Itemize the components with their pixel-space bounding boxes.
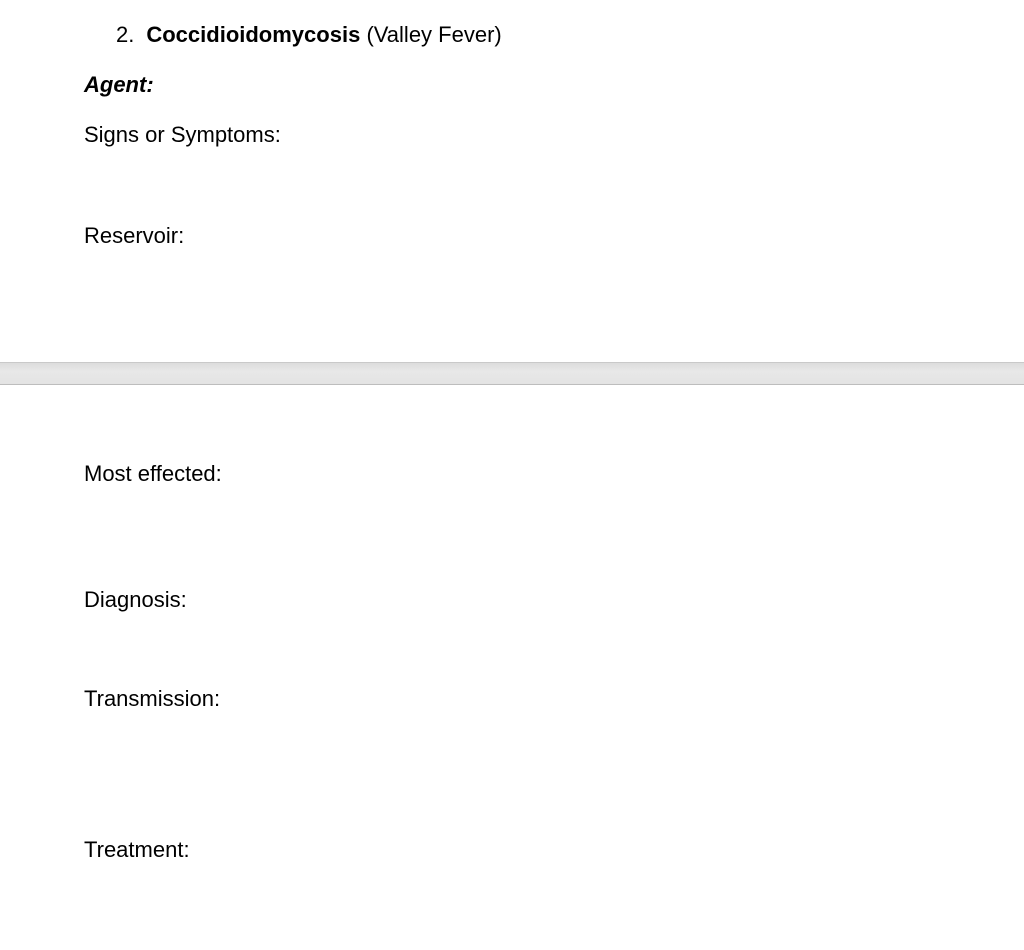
disease-name: Coccidioidomycosis (146, 22, 361, 47)
page-1 (0, 0, 1024, 362)
diagnosis-label: Diagnosis: (84, 587, 187, 612)
page-separator (0, 362, 1024, 385)
most-effected-label: Most effected: (84, 461, 222, 486)
list-number: 2. (116, 22, 135, 47)
page-2 (0, 385, 1024, 950)
agent-label: Agent: (84, 72, 154, 97)
disease-alt-name: (Valley Fever) (366, 22, 502, 47)
treatment-label: Treatment: (84, 837, 190, 862)
disease-heading (116, 22, 502, 48)
transmission-label: Transmission: (84, 686, 221, 711)
reservoir-label: Reservoir: (84, 223, 185, 248)
signs-symptoms-label: Signs or Symptoms: (84, 122, 281, 147)
